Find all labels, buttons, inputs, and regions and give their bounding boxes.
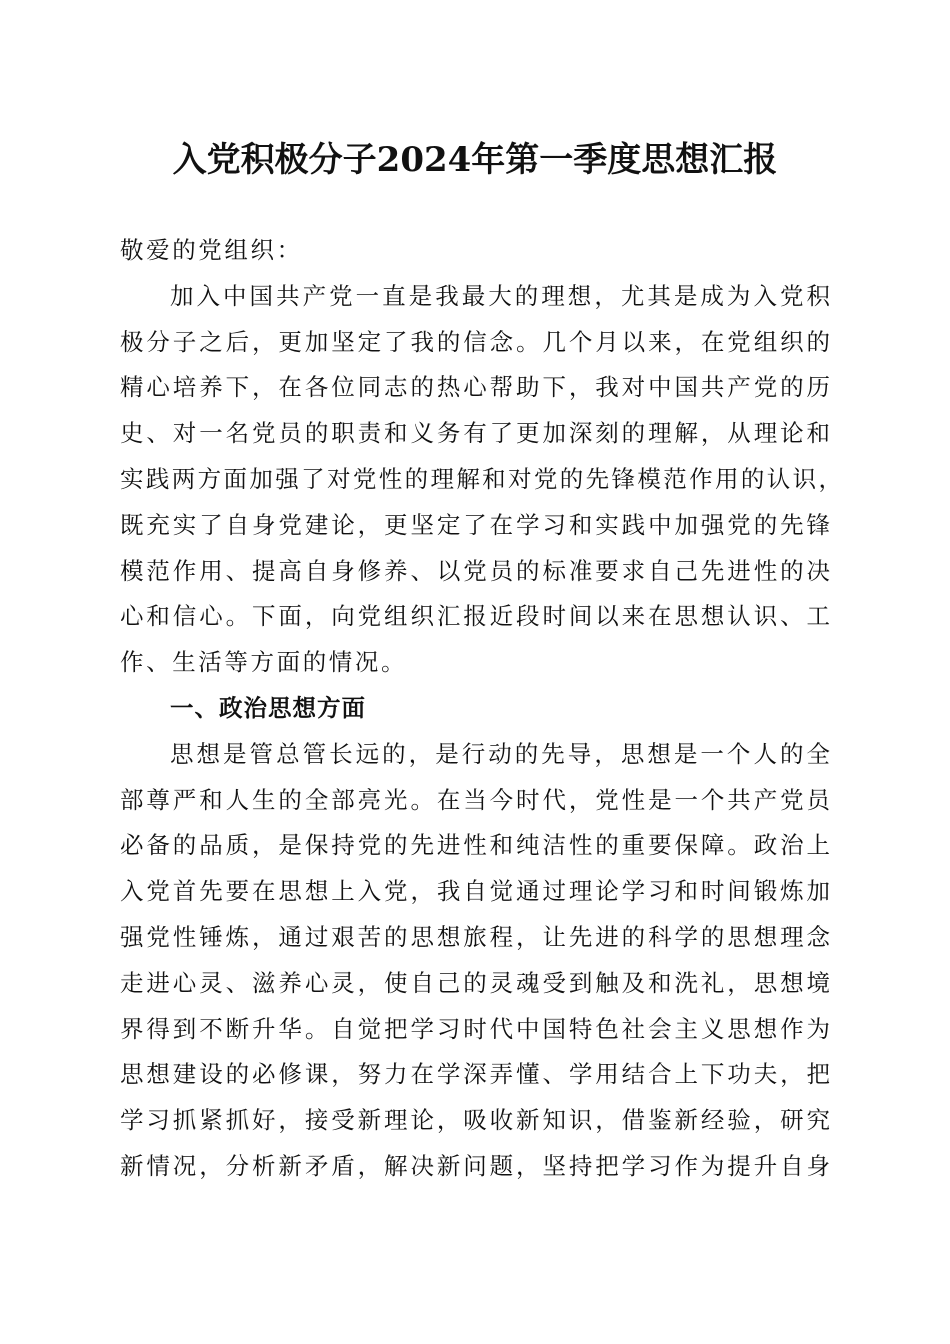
section-line: 思想是管总管长远的，是行动的先导，思想是一个人的全 — [170, 739, 830, 768]
section-heading: 一、政治思想方面 — [170, 693, 366, 722]
intro-line: 加入中国共产党一直是我最大的理想，尤其是成为入党积 — [170, 281, 830, 310]
intro-line: 心和信心。下面，向党组织汇报近段时间以来在思想认识、工 — [120, 602, 830, 631]
intro-line: 既充实了自身党建论，更坚定了在学习和实践中加强党的先锋 — [120, 510, 830, 539]
section-line: 新情况，分析新矛盾，解决新问题，坚持把学习作为提升自身 — [120, 1151, 830, 1180]
section-line: 界得到不断升华。自觉把学习时代中国特色社会主义思想作为 — [120, 1014, 830, 1043]
section-line: 必备的品质，是保持党的先进性和纯洁性的重要保障。政治上 — [120, 831, 830, 860]
intro-line: 实践两方面加强了对党性的理解和对党的先锋模范作用的认识， — [120, 464, 842, 493]
section-line: 走进心灵、滋养心灵，使自己的灵魂受到触及和洗礼，思想境 — [120, 968, 830, 997]
section-line: 思想建设的必修课，努力在学深弄懂、学用结合上下功夫，把 — [120, 1060, 830, 1089]
section-line: 强党性锤炼，通过艰苦的思想旅程，让先进的科学的思想理念 — [120, 922, 830, 951]
document-title: 入党积极分子2024年第一季度思想汇报 — [172, 140, 778, 180]
intro-line: 史、对一名党员的职责和义务有了更加深刻的理解，从理论和 — [120, 419, 830, 448]
intro-line: 精心培养下，在各位同志的热心帮助下，我对中国共产党的历 — [120, 373, 830, 402]
intro-line: 极分子之后，更加坚定了我的信念。几个月以来，在党组织的 — [120, 327, 830, 356]
document-body — [120, 228, 842, 1190]
intro-line: 作、生活等方面的情况。 — [120, 648, 408, 677]
section-line: 部尊严和人生的全部亮光。在当今时代，党性是一个共产党员 — [120, 785, 830, 814]
section-line: 学习抓紧抓好，接受新理论，吸收新知识，借鉴新经验，研究 — [120, 1106, 830, 1135]
section-line: 入党首先要在思想上入党，我自觉通过理论学习和时间锻炼加 — [120, 877, 830, 906]
salutation: 敬爱的党组织： — [120, 236, 303, 264]
intro-line: 模范作用、提高自身修养、以党员的标准要求自己先进性的决 — [120, 556, 830, 585]
